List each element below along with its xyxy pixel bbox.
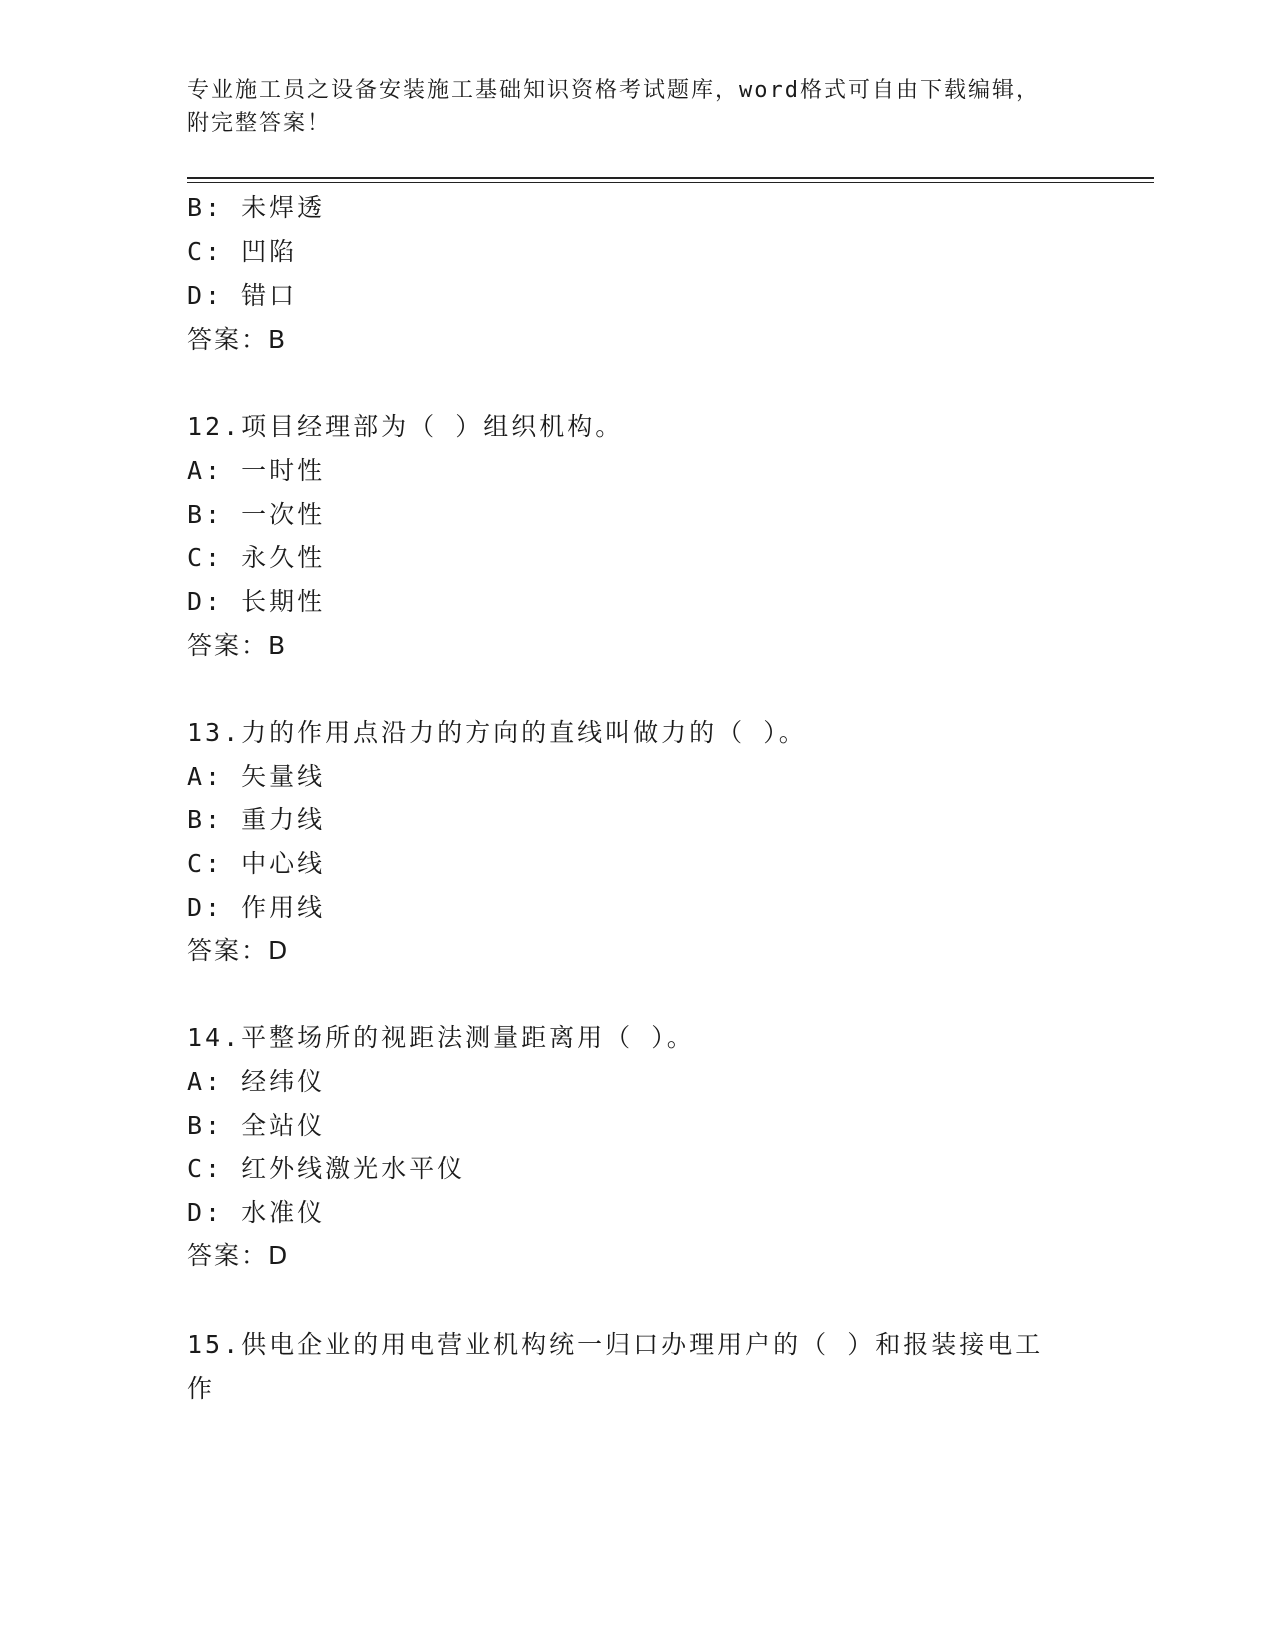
q14-answer: 答案：D: [187, 1241, 290, 1270]
q15-question-line-1: 15.供电企业的用电营业机构统一归口办理用户的（ ）和报装接电工: [187, 1330, 1044, 1359]
q13-option-c: C: 中心线: [187, 849, 326, 878]
q14-option-c: C: 红外线激光水平仪: [187, 1154, 466, 1183]
prev-option-d: D: 错口: [187, 281, 298, 310]
q13-answer: 答案：D: [187, 936, 290, 965]
q14-option-b: B: 全站仪: [187, 1111, 326, 1140]
document-header: [187, 74, 1087, 140]
q13-option-d: D: 作用线: [187, 893, 326, 922]
q13-question: 13.力的作用点沿力的方向的直线叫做力的（ ）。: [187, 718, 807, 747]
q12-option-d: D: 长期性: [187, 587, 326, 616]
header-line-1: 专业施工员之设备安装施工基础知识资格考试题库，word格式可自由下载编辑，: [187, 78, 1040, 103]
header-rule-thin: [187, 182, 1154, 183]
prev-option-b: B: 未焊透: [187, 193, 326, 222]
q12-question: 12.项目经理部为（ ）组织机构。: [187, 412, 624, 441]
prev-answer: 答案：B: [187, 325, 288, 354]
q13-option-b: B: 重力线: [187, 805, 326, 834]
q13-option-a: A: 矢量线: [187, 762, 326, 791]
q12-option-c: C: 永久性: [187, 543, 326, 572]
q15-question-line-2: 作: [187, 1374, 216, 1403]
q12-option-a: A: 一时性: [187, 456, 326, 485]
q12-answer: 答案：B: [187, 631, 288, 660]
q15-question: [187, 1323, 1067, 1411]
q12-option-b: B: 一次性: [187, 500, 326, 529]
prev-option-c: C: 凹陷: [187, 237, 298, 266]
header-rule-thick: [187, 177, 1154, 179]
q14-option-d: D: 水准仪: [187, 1198, 326, 1227]
header-line-2: 附完整答案！: [187, 111, 332, 136]
q14-option-a: A: 经纬仪: [187, 1067, 326, 1096]
q14-question: 14.平整场所的视距法测量距离用（ ）。: [187, 1023, 695, 1052]
